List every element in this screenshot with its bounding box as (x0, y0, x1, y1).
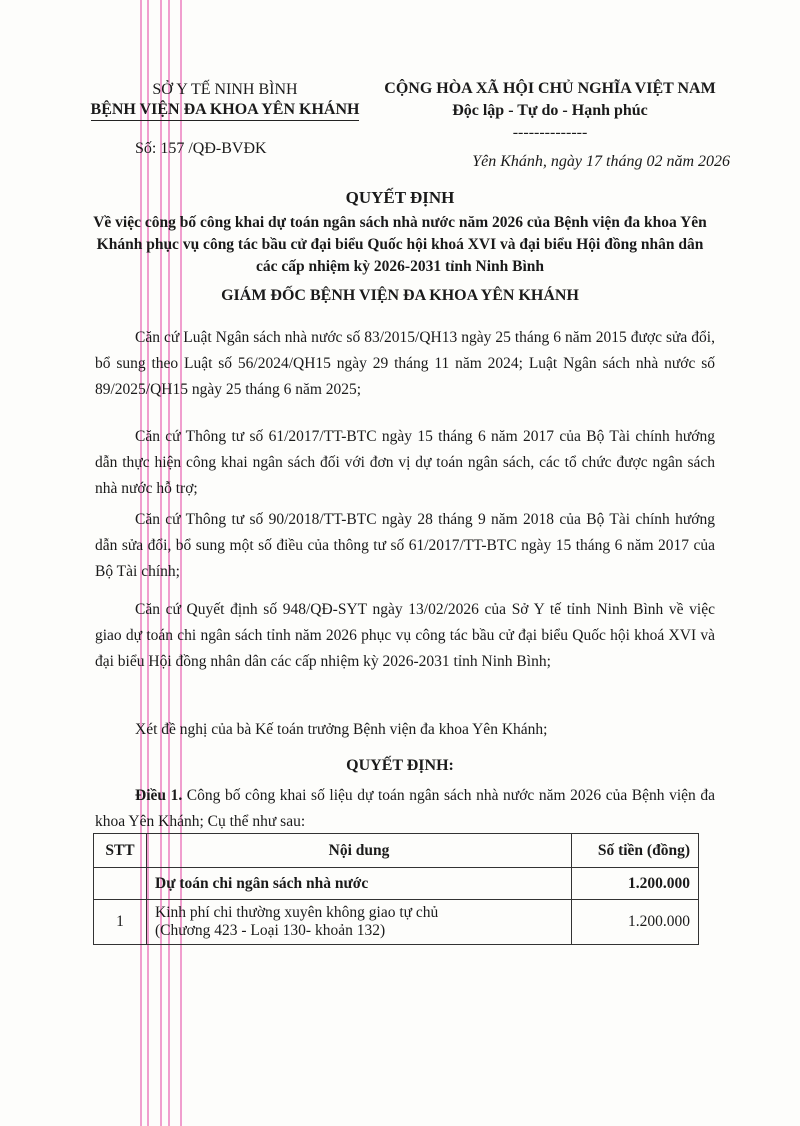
article-1-label: Điều 1. (135, 787, 183, 804)
issuer-block (80, 80, 370, 121)
document-title: QUYẾT ĐỊNH (345, 188, 455, 207)
document-date: Yên Khánh, ngày 17 tháng 02 năm 2026 (472, 153, 730, 170)
row-stt: 1 (94, 900, 147, 945)
budget-table (93, 833, 699, 945)
country-name: CỘNG HÒA XÃ HỘI CHỦ NGHĨA VIỆT NAM (384, 80, 716, 97)
table-row (94, 868, 699, 900)
issuer-parent: SỞ Y TẾ NINH BÌNH (152, 81, 298, 98)
issuing-authority: GIÁM ĐỐC BỆNH VIỆN ĐA KHOA YÊN KHÁNH (221, 287, 579, 304)
legal-basis-2: Căn cứ Thông tư số 61/2017/TT-BTC ngày 15 tháng 6 năm 2017 của Bộ Tài chính hướng dẫn thực hiện công khai ngân sách đối với đơn vị dự toán ngân sách, các tổ chức được ngân sách nhà nước hỗ trợ; (95, 428, 715, 497)
motto-divider: -------------- (512, 124, 588, 141)
issuer-name: BỆNH VIỆN ĐA KHOA YÊN KHÁNH (91, 100, 360, 121)
national-motto-block (365, 78, 735, 144)
legal-basis-1: Căn cứ Luật Ngân sách nhà nước số 83/2015/QH13 ngày 25 tháng 6 năm 2015 được sửa đổi, bổ sung theo Luật số 56/2024/QH15 ngày 29 tháng 11 năm 2024; Luật Ngân sách nhà nước số 89/2025/QH15 ngày 25 tháng 6 năm 2025; (95, 329, 715, 398)
col-stt: STT (94, 834, 147, 868)
article-1-text: Công bố công khai số liệu dự toán ngân sách nhà nước năm 2026 của Bệnh viện đa khoa Yên Khánh; Cụ thể như sau: (95, 787, 716, 830)
total-label: Dự toán chi ngân sách nhà nước (147, 868, 572, 900)
decision-heading: QUYẾT ĐỊNH: (346, 757, 454, 774)
table-row: 1 Kinh phí chi thường xuyên không giao tự chủ (Chương 423 - Loại 130- khoản 132) 1.200.000 (94, 900, 699, 945)
row-value: 1.200.000 (572, 900, 699, 945)
col-amount: Số tiền (đồng) (572, 834, 699, 868)
article-1 (95, 783, 715, 835)
col-content: Nội dung (147, 834, 572, 868)
legal-basis-4: Căn cứ Quyết định số 948/QĐ-SYT ngày 13/02/2026 của Sở Y tế tỉnh Ninh Bình về việc giao dự toán chi ngân sách tỉnh năm 2026 phục vụ công tác bầu cử đại biểu Quốc hội khoá XVI và đại biểu Hội đồng nhân dân các cấp nhiệm kỳ 2026-2031 tỉnh Ninh Bình; (95, 601, 715, 670)
total-value: 1.200.000 (572, 868, 699, 900)
document-number: Số: 157 /QĐ-BVĐK (135, 140, 267, 157)
document-subject: Về việc công bố công khai dự toán ngân sách nhà nước năm 2026 của Bệnh viện đa khoa Yên Khánh phục vụ công tác bầu cử đại biểu Quốc hội khoá XVI và đại biểu Hội đồng nhân dân các cấp nhiệm kỳ 2026-2031 tỉnh Ninh Bình (93, 214, 707, 275)
motto: Độc lập - Tự do - Hạnh phúc (452, 102, 648, 119)
legal-basis-3: Căn cứ Thông tư số 90/2018/TT-BTC ngày 28 tháng 9 năm 2018 của Bộ Tài chính hướng dẫn sửa đổi, bổ sung một số điều của thông tư số 61/2017/TT-BTC ngày 15 tháng 6 năm 2017 của Bộ Tài chính; (95, 511, 715, 580)
proposal: Xét đề nghị của bà Kế toán trưởng Bệnh viện đa khoa Yên Khánh; (135, 721, 548, 738)
